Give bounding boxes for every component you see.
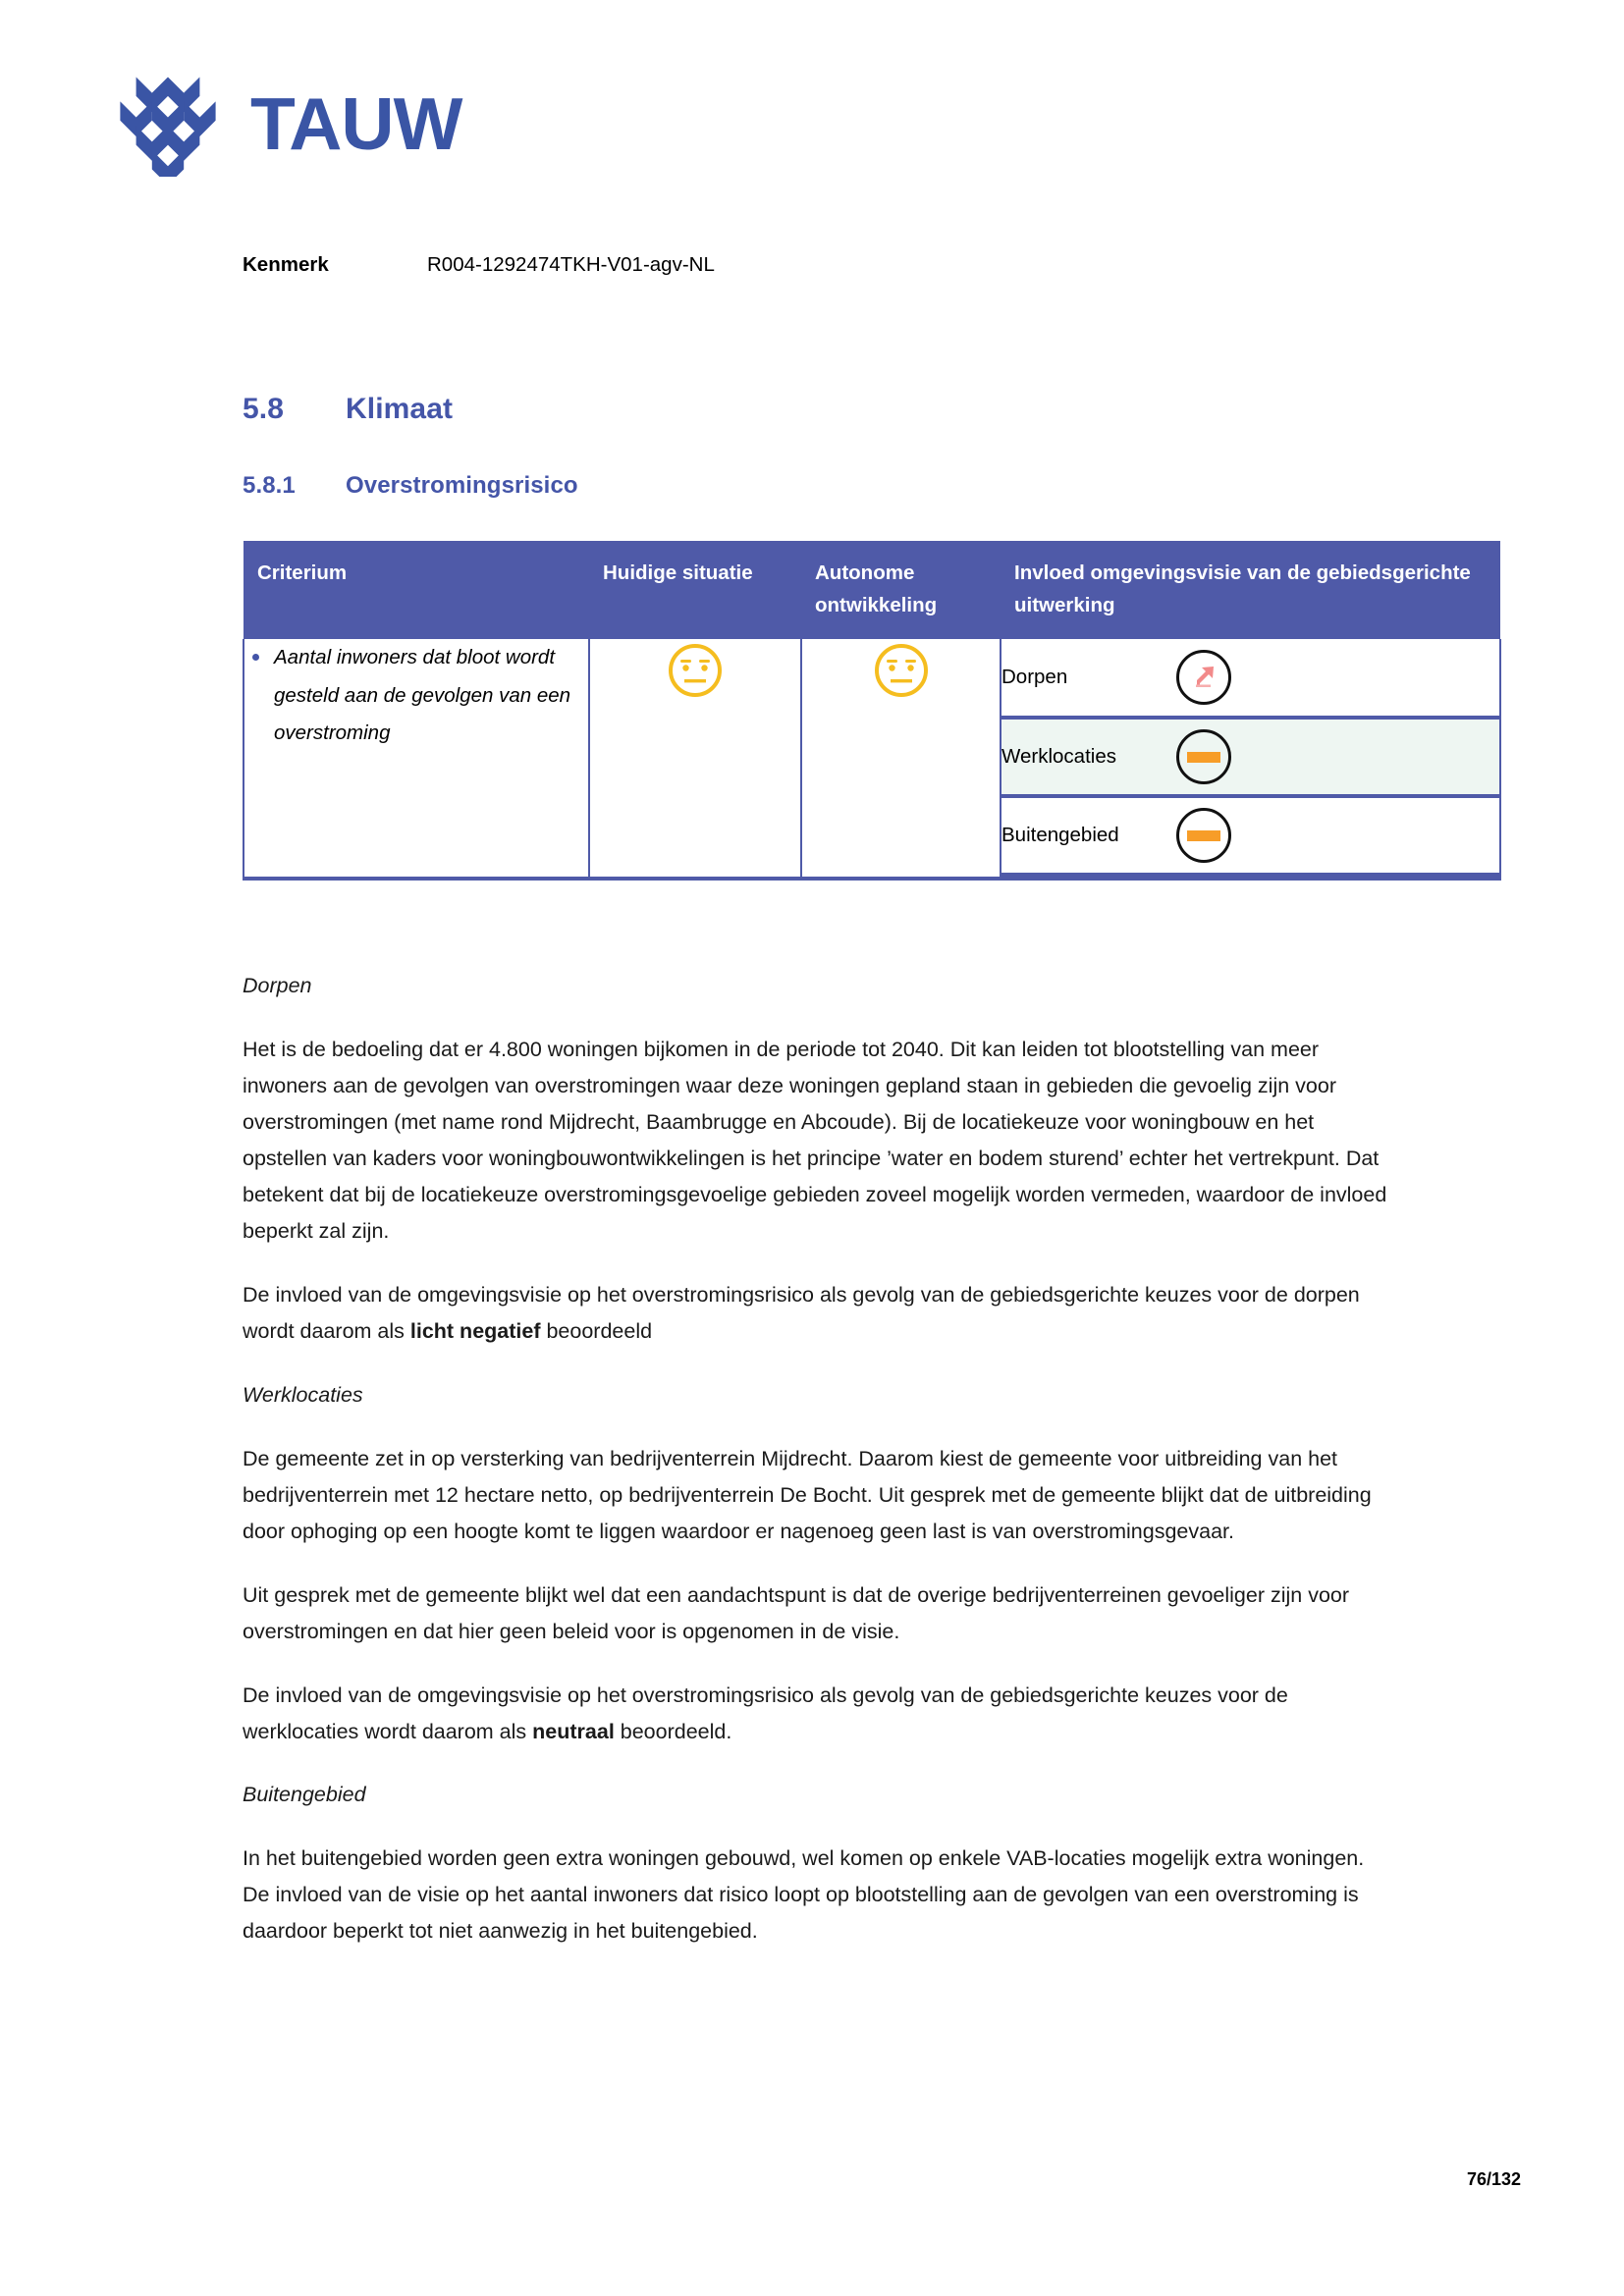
text-before-rating: De invloed van de omgevingsvisie op het overstromingsrisico als gevolg van de gebiedsgerichte keuzes voor de dorpen wordt daarom als: [243, 1282, 1360, 1343]
paragraph-werklocaties-1: De gemeente zet in op versterking van bedrijventerrein Mijdrecht. Daarom kiest de gemeente voor uitbreiding van het bedrijventerrein met 12 hectare netto, op bedrijventerrein De Bocht. Uit gesprek met de gemeente blijkt dat de uitbreiding door ophoging op een hoogte komt te liggen waardoor er nagenoeg geen last is van overstromingsgevaar.: [243, 1446, 1372, 1543]
rating-dorpen: licht negatief: [409, 1318, 541, 1343]
influence-row-werklocaties: [1001, 718, 1499, 796]
paragraph-heading-werklocaties: Werklocaties: [243, 1382, 363, 1407]
kenmerk: [243, 253, 715, 277]
text-after-rating: beoordeeld.: [614, 1719, 732, 1743]
paragraph-heading-dorpen: Dorpen: [243, 974, 312, 997]
assessment-table: [243, 541, 1501, 881]
table-body: [244, 639, 1500, 879]
column-header-invloed-omgevingsvisie: Invloed omgevingsvisie van de gebiedsgerichte uitwerking: [1001, 541, 1500, 639]
list-item: Aantal inwoners dat bloot wordt gesteld aan de gevolgen van een overstroming: [274, 639, 588, 753]
rating-indicator-circle: [1176, 729, 1231, 784]
influence-label: Buitengebied: [1001, 796, 1176, 875]
section-title: Klimaat: [346, 393, 454, 425]
kenmerk-label: Kenmerk: [243, 253, 329, 276]
influence-row-buitengebied: [1001, 796, 1499, 875]
paragraph-dorpen-2: [243, 1277, 1393, 1350]
tauw-logo-mark: [103, 71, 233, 177]
text-after-rating: beoordeeld: [540, 1318, 653, 1343]
neutral-bar-icon: [1187, 752, 1220, 763]
paragraph-dorpen-1: Het is de bedoeling dat er 4.800 woningen bijkomen in de periode tot 2040. Dit kan leiden tot blootstelling van meer inwoners aan de gevolgen van overstromingen waar deze woningen gepland staan in gebieden die gevoelig zijn voor overstromingen (met name rond Mijdrecht, Baambrugge en Abcoude). Bij de locatiekeuze voor woningbouw en het opstellen van kaders voor woningbouwontwikkelingen is het principe ’water en bodem sturend’ echter het vertrekpunt. Dat betekent dat bij de locatiekeuze overstromingsgevoelige gebieden zoveel mogelijk worden vermeden, waardoor de invloed beperkt zal zijn.: [243, 1037, 1387, 1243]
influence-label: Werklocaties: [1001, 718, 1176, 796]
influence-icon-cell: [1176, 796, 1499, 875]
influence-row-dorpen: [1001, 639, 1499, 718]
autonome-ontwikkeling-cell: [801, 639, 1001, 879]
huidige-situatie-cell: [589, 639, 801, 879]
influence-label: Dorpen: [1001, 639, 1176, 718]
section-number: 5.8: [243, 393, 285, 425]
influence-icon-cell: [1176, 718, 1499, 796]
paragraph-werklocaties-2: Uit gesprek met de gemeente blijkt wel dat een aandachtspunt is dat de overige bedrijventerreinen gevoeliger zijn voor overstromingen en dat hier geen beleid voor is opgenomen in de visie.: [243, 1582, 1350, 1643]
rating-indicator-circle: [1176, 650, 1231, 705]
column-header-criterium: Criterium: [244, 541, 589, 639]
section-heading: [243, 393, 453, 426]
tauw-logo: [103, 71, 461, 177]
subsection-heading: [243, 472, 578, 500]
neutral-face-icon: [664, 639, 727, 702]
influence-subtable: [1001, 639, 1499, 877]
neutral-face-icon: [870, 639, 933, 702]
tauw-wordmark: TAUW: [250, 81, 462, 165]
paragraph-heading-buitengebied: Buitengebied: [243, 1783, 366, 1807]
influence-icon-cell: [1176, 639, 1499, 718]
column-header-huidige-situatie: Huidige situatie: [589, 541, 801, 639]
kenmerk-value: R004-1292474TKH-V01-agv-NL: [427, 253, 715, 276]
criterium-cell: [244, 639, 589, 879]
invloed-cell: [1001, 639, 1500, 879]
paragraph-werklocaties-3: [243, 1678, 1393, 1750]
rating-indicator-circle: [1176, 808, 1231, 863]
arrow-up-right-icon: [1189, 663, 1218, 692]
column-header-autonome-ontwikkeling: Autonome ontwikkeling: [801, 541, 1001, 639]
neutral-bar-icon: [1187, 830, 1220, 841]
rating-werklocaties: neutraal: [532, 1719, 615, 1743]
table-row: [244, 639, 1500, 879]
body-content: [243, 968, 1393, 1949]
page-number: 76/132: [1466, 2169, 1521, 2189]
criterium-list: [244, 639, 588, 753]
table-header-row: [244, 541, 1500, 639]
text-before-rating: De invloed van de omgevingsvisie op het overstromingsrisico als gevolg van de gebiedsgerichte keuzes voor de werklocaties wordt daarom als: [243, 1682, 1288, 1743]
subsection-number: 5.8.1: [243, 472, 296, 499]
table-header: [244, 541, 1500, 639]
subsection-title: Overstromingsrisico: [346, 472, 578, 499]
paragraph-buitengebied-1: In het buitengebied worden geen extra woningen gebouwd, wel komen op enkele VAB-locaties mogelijk extra woningen. De invloed van de visie op het aantal inwoners dat risico loopt op blootstelling aan de gevolgen van een overstroming is daardoor beperkt tot niet aanwezig in het buitengebied.: [243, 1846, 1365, 1944]
